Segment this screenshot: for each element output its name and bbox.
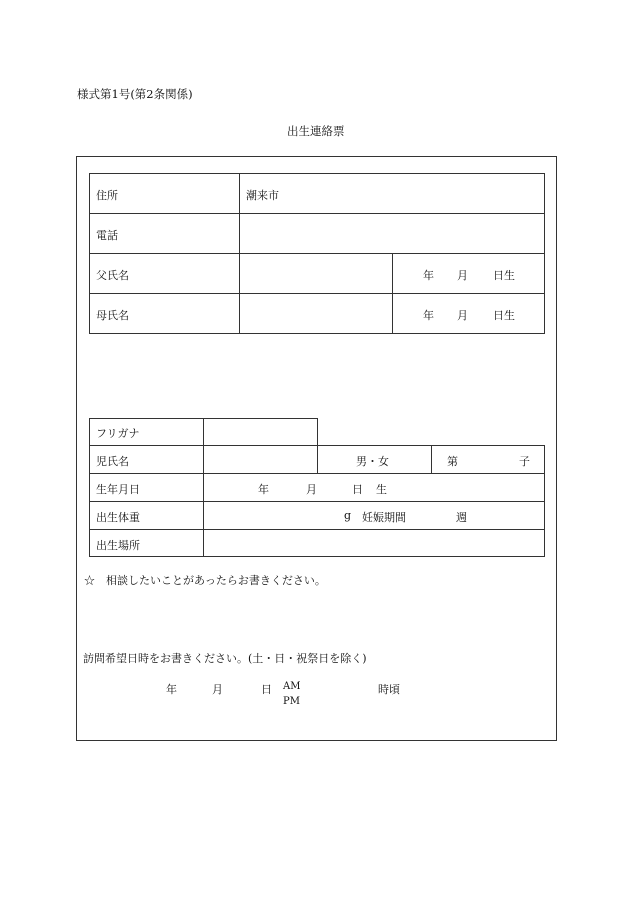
sex-options[interactable]: 男・女: [356, 455, 389, 468]
birth-weight-unit: g: [344, 509, 352, 522]
birthdate-day: 日: [352, 483, 363, 496]
birthdate-born: 生: [376, 483, 387, 496]
father-birth-year: 年: [423, 269, 434, 282]
birth-weight-label: 出生体重: [96, 511, 140, 524]
birthdate-month: 月: [306, 483, 317, 496]
mother-birth-month: 月: [457, 309, 468, 322]
visit-instruction: 訪問希望日時をお書きください。(土・日・祝祭日を除く): [83, 652, 367, 665]
address-label: 住所: [96, 189, 118, 202]
form-number: 様式第1号(第2条関係): [77, 87, 193, 101]
gestation-unit: 週: [456, 511, 467, 524]
address-value[interactable]: 潮来市: [246, 189, 279, 202]
father-birth-day: 日生: [493, 269, 515, 282]
consult-note: ☆ 相談したいことがあったらお書きください。: [84, 574, 326, 587]
birth-order-suffix: 子: [519, 455, 530, 468]
father-name-label: 父氏名: [96, 269, 129, 282]
child-name-label: 児氏名: [96, 455, 129, 468]
visit-year: 年: [166, 683, 177, 696]
furigana-label: フリガナ: [96, 427, 140, 440]
father-birth-month: 月: [457, 269, 468, 282]
phone-label: 電話: [96, 229, 118, 242]
birthdate-label: 生年月日: [96, 483, 140, 496]
page-title: 出生連絡票: [287, 124, 345, 138]
visit-month: 月: [212, 683, 223, 696]
mother-birth-day: 日生: [493, 309, 515, 322]
visit-time: 時頃: [378, 683, 400, 696]
visit-day: 日: [261, 683, 272, 696]
visit-am[interactable]: AM: [283, 681, 301, 692]
birth-order-prefix: 第: [447, 455, 458, 468]
visit-pm[interactable]: PM: [283, 696, 300, 707]
gestation-label: 妊娠期間: [362, 511, 406, 524]
mother-birth-year: 年: [423, 309, 434, 322]
mother-name-label: 母氏名: [96, 309, 129, 322]
birthdate-year: 年: [258, 483, 269, 496]
birth-place-label: 出生場所: [96, 539, 140, 552]
